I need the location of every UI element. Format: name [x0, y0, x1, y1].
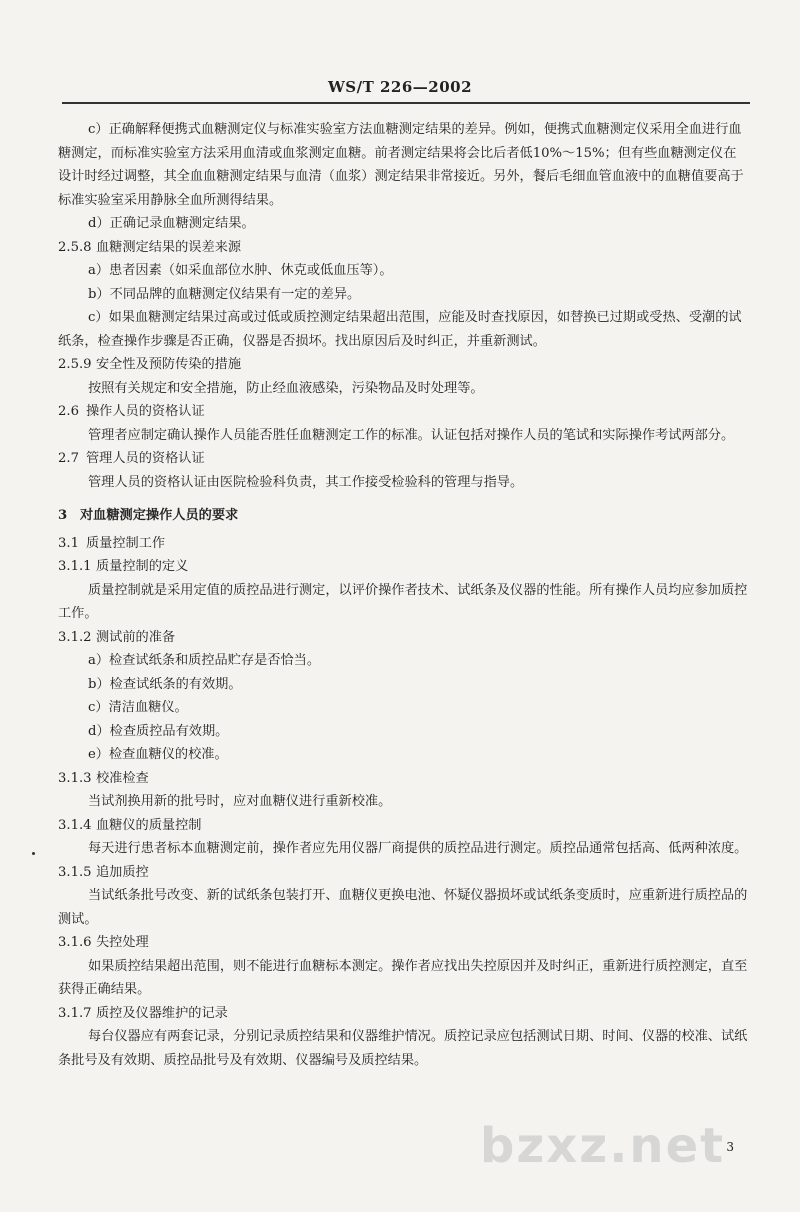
section-heading: [58, 236, 748, 260]
section-number: 3.1.2: [58, 629, 92, 645]
section-heading: [58, 1002, 748, 1026]
section-heading: [58, 626, 748, 650]
section-heading: [58, 931, 748, 955]
paragraph: 管理者应制定确认操作人员能否胜任血糖测定工作的标准。认证包括对操作人员的笔试和实际操作考试两部分。: [88, 427, 735, 443]
paragraph: 质量控制就是采用定值的质控品进行测定，以评价操作者技术、试纸条及仪器的性能。所有操作人员均应参加质控工作。: [58, 582, 748, 621]
paragraph: c）如果血糖测定结果过高或过低或质控测定结果超出范围，应能及时查找原因，如替换已过期或受热、受潮的试纸条，检查操作步骤是否正确，仪器是否损坏。找出原因后及时纠正，并重新测试。: [58, 310, 742, 349]
section-heading: [58, 400, 748, 424]
section-title: 质量控制工作: [86, 535, 166, 551]
section-number: 3.1.5: [58, 864, 92, 880]
standard-code: WS/T 226—2002: [327, 78, 473, 96]
section-number: 2.5.9: [58, 357, 92, 372]
section-heading: [58, 353, 748, 377]
section-number: 3.1.6: [58, 935, 92, 950]
paragraph: 管理人员的资格认证由医院检验科负责，其工作接受检验科的管理与指导。: [88, 474, 524, 490]
section-title: 对血糖测定操作人员的要求: [80, 508, 239, 523]
list-item: a）患者因素（如采血部位水肿、休克或低血压等）。: [88, 263, 393, 278]
section-number: 3.1.3: [58, 770, 92, 786]
list-item: c）清洁血糖仪。: [88, 700, 188, 715]
section-title: 血糖仪的质量控制: [96, 817, 202, 833]
section-number: 3.1.1: [58, 559, 92, 574]
list-item: b）不同品牌的血糖测定仪结果有一定的差异。: [88, 286, 361, 302]
section-title: 追加质控: [96, 864, 149, 880]
section-number: 3.1.7: [58, 1005, 92, 1021]
list-item: d）检查质控品有效期。: [88, 723, 229, 739]
section-title: 校准检查: [96, 770, 149, 786]
watermark: bzxz.net: [480, 1118, 726, 1174]
header-rule: [62, 102, 750, 104]
section-heading: [58, 767, 748, 791]
paragraph: 每天进行患者标本血糖测定前，操作者应先用仪器厂商提供的质控品进行测定。质控品通常包括高、低两种浓度。: [88, 841, 748, 856]
page-number: 3: [726, 1140, 734, 1154]
paragraph: 按照有关规定和安全措施，防止经血液感染，污染物品及时处理等。: [88, 380, 484, 396]
list-item: b）检查试纸条的有效期。: [88, 676, 242, 692]
section-heading: [58, 555, 748, 579]
scan-speck: [32, 852, 35, 855]
paragraph: 当试剂换用新的批号时，应对血糖仪进行重新校准。: [88, 794, 392, 809]
section-title: 失控处理: [96, 935, 149, 950]
section-number: 3: [58, 508, 68, 523]
section-title: 血糖测定结果的误差来源: [96, 239, 242, 255]
section-title: 操作人员的资格认证: [86, 404, 205, 419]
section-number: 3.1: [58, 535, 79, 551]
section-title: 质控及仪器维护的记录: [96, 1005, 228, 1021]
list-item: a）检查试纸条和质控品贮存是否恰当。: [88, 653, 321, 668]
section-heading: [58, 814, 748, 838]
section-title: 管理人员的资格认证: [86, 451, 205, 466]
section-title: 质量控制的定义: [96, 559, 189, 574]
section-number: 3.1.4: [58, 817, 92, 833]
section-number: 2.7: [58, 451, 79, 466]
section-heading: [58, 532, 748, 556]
section-title: 测试前的准备: [96, 629, 176, 645]
document-body: [58, 118, 748, 1072]
section-heading: [58, 447, 748, 471]
section-heading: [58, 861, 748, 885]
paragraph: 如果质控结果超出范围，则不能进行血糖标本测定。操作者应找出失控原因并及时纠正，重新进行质控测定，直至获得正确结果。: [58, 958, 748, 997]
list-item: e）检查血糖仪的校准。: [88, 747, 228, 762]
list-item: d）正确记录血糖测定结果。: [88, 216, 255, 231]
paragraph: c）正确解释便携式血糖测定仪与标准实验室方法血糖测定结果的差异。例如，便携式血糖测定仪采用全血进行血糖测定，而标准实验室方法采用血清或血浆测定血糖。前者测定结果将会比后者低10%～15%；但有些血糖测定仪在设计时经过调整，其全血血糖测定结果与血清（血浆）测定结果非常接近。另外，餐后毛细血管血液中的血糖值要高于标准实验室采用静脉全血所测得结果。: [58, 122, 744, 208]
section-title: 安全性及预防传染的措施: [96, 357, 242, 372]
chapter-heading: [58, 504, 748, 528]
paragraph: 当试纸条批号改变、新的试纸条包装打开、血糖仪更换电池、怀疑仪器损坏或试纸条变质时，应重新进行质控品的测试。: [58, 888, 748, 927]
paragraph: 每台仪器应有两套记录，分别记录质控结果和仪器维护情况。质控记录应包括测试日期、时间、仪器的校准、试纸条批号及有效期、质控品批号及有效期、仪器编号及质控结果。: [58, 1029, 748, 1068]
section-number: 2.5.8: [58, 239, 92, 255]
section-number: 2.6: [58, 404, 79, 419]
